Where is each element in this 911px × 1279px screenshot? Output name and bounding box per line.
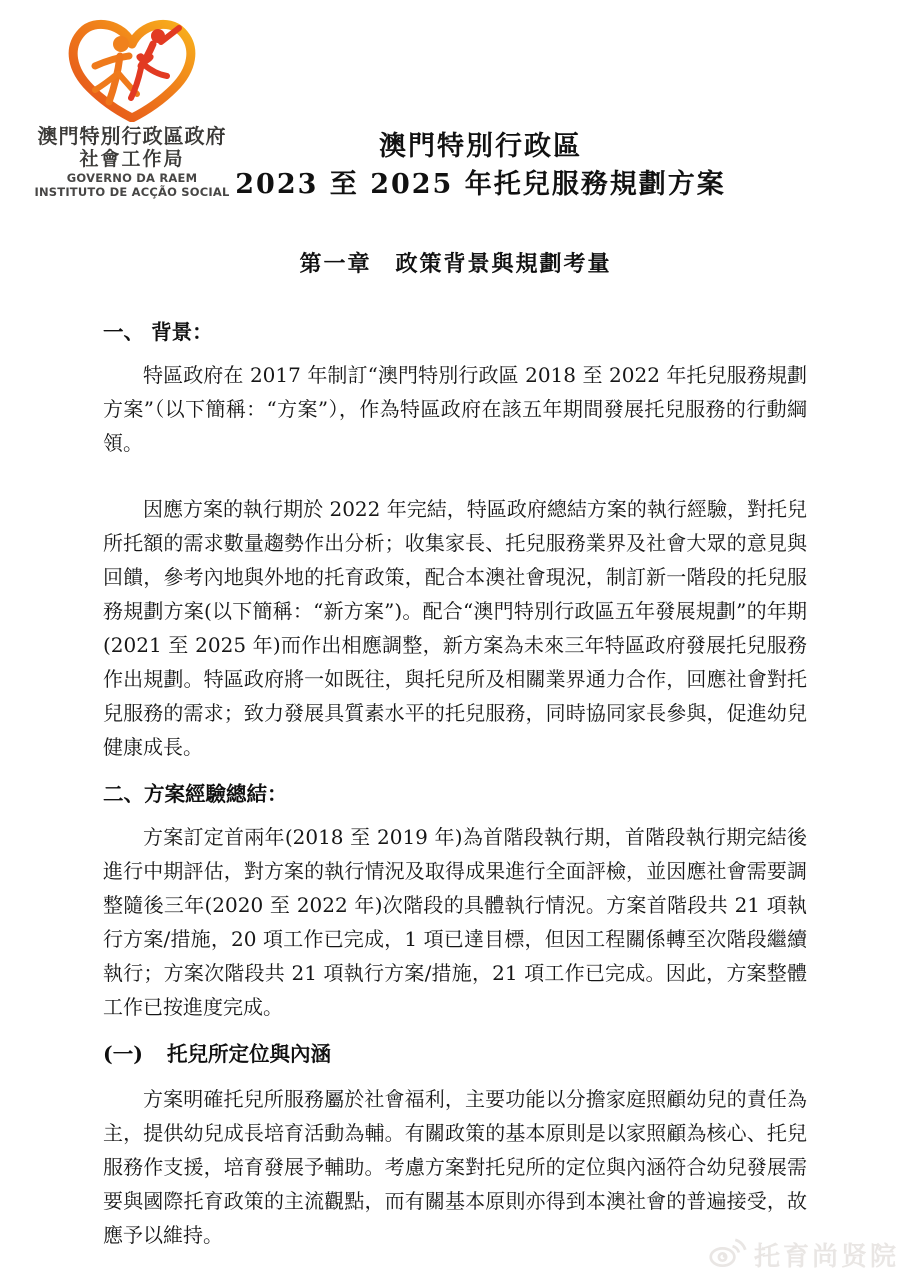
chapter-heading: 第一章 政策背景與規劃考量 <box>299 251 612 277</box>
subsection-1-title: 托兒所定位與內涵 <box>167 1042 331 1066</box>
subsection-1-paragraph: 方案明確托兒所服務屬於社會福利，主要功能以分擔家庭照顧幼兒的責任為主，提供幼兒成長培育活動為輔。有關政策的基本原則是以家照顧為核心、托兒服務作支援，培育發展予輔助。考慮方案對托兒所的定位與內涵符合幼兒發展需要與國際托育政策的主流觀點，而有關基本原則亦得到本澳社會的普遍接受，故應予以維持。 <box>103 1087 807 1247</box>
title-line-1: 澳門特別行政區 <box>379 131 582 162</box>
document-body <box>103 318 807 1252</box>
org-name-pt-government: GOVERNO DA RAEM <box>66 171 198 185</box>
subsection-1-heading <box>103 1040 807 1068</box>
section-2-heading: 二、方案經驗總結： <box>103 782 288 806</box>
section-1-paragraph-1: 特區政府在 2017 年制訂“澳門特別行政區 2018 至 2022 年托兒服務規劃方案”（以下簡稱：“方案”），作為特區政府在該五年期間發展托兒服務的行動綱領。 <box>103 363 807 455</box>
subsection-1-number: (一) <box>103 1042 143 1066</box>
section-2-paragraph-1: 方案訂定首兩年(2018 至 2019 年)為首階段執行期，首階段執行期完結後進行中期評估，對方案的執行情況及取得成果進行全面評檢，並因應社會需要調整隨後三年(2020 至 2022 年)次階段的具體執行情況。方案首階段共 21 項執行方案/措施，20 項工作已完成，1 項已達目標，但因工程關係轉至次階段繼續執行；方案次階段共 21 項執行方案/措施，21 項工作已完成。因此，方案整體工作已按進度完成。 <box>103 825 807 1019</box>
heart-logo-icon <box>18 10 246 122</box>
ias-logo <box>18 10 246 199</box>
watermark-text: 托育尚贤院 <box>753 1242 899 1272</box>
org-name-pt-institute: INSTITUTO DE ACÇÃO SOCIAL <box>34 185 230 199</box>
title-line-2: 2023 至 2025 年托兒服務規劃方案 <box>235 169 726 200</box>
section-1-paragraph-2: 因應方案的執行期於 2022 年完結，特區政府總結方案的執行經驗，對托兒所托額的需求數量趨勢作出分析；收集家長、托兒服務業界及社會大眾的意見與回饋，參考內地與外地的托育政策，配合本澳社會現況，制訂新一階段的托兒服務規劃方案(以下簡稱：“新方案”)。配合“澳門特別行政區五年發展規劃”的年期(2021 至 2025 年)而作出相應調整，新方案為未來三年特區政府發展托兒服務作出規劃。特區政府將一如既往，與托兒所及相關業界通力合作，回應社會對托兒服務的需求；致力發展具質素水平的托兒服務，同時協同家長參與，促進幼兒健康成長。 <box>103 497 807 759</box>
section-1-heading: 一、 背景： <box>103 320 213 344</box>
org-name-zh-bureau: 社會工作局 <box>79 148 185 170</box>
weibo-icon <box>708 1237 748 1272</box>
org-name-zh-government: 澳門特別行政區政府 <box>37 124 227 148</box>
watermark <box>708 1236 899 1273</box>
